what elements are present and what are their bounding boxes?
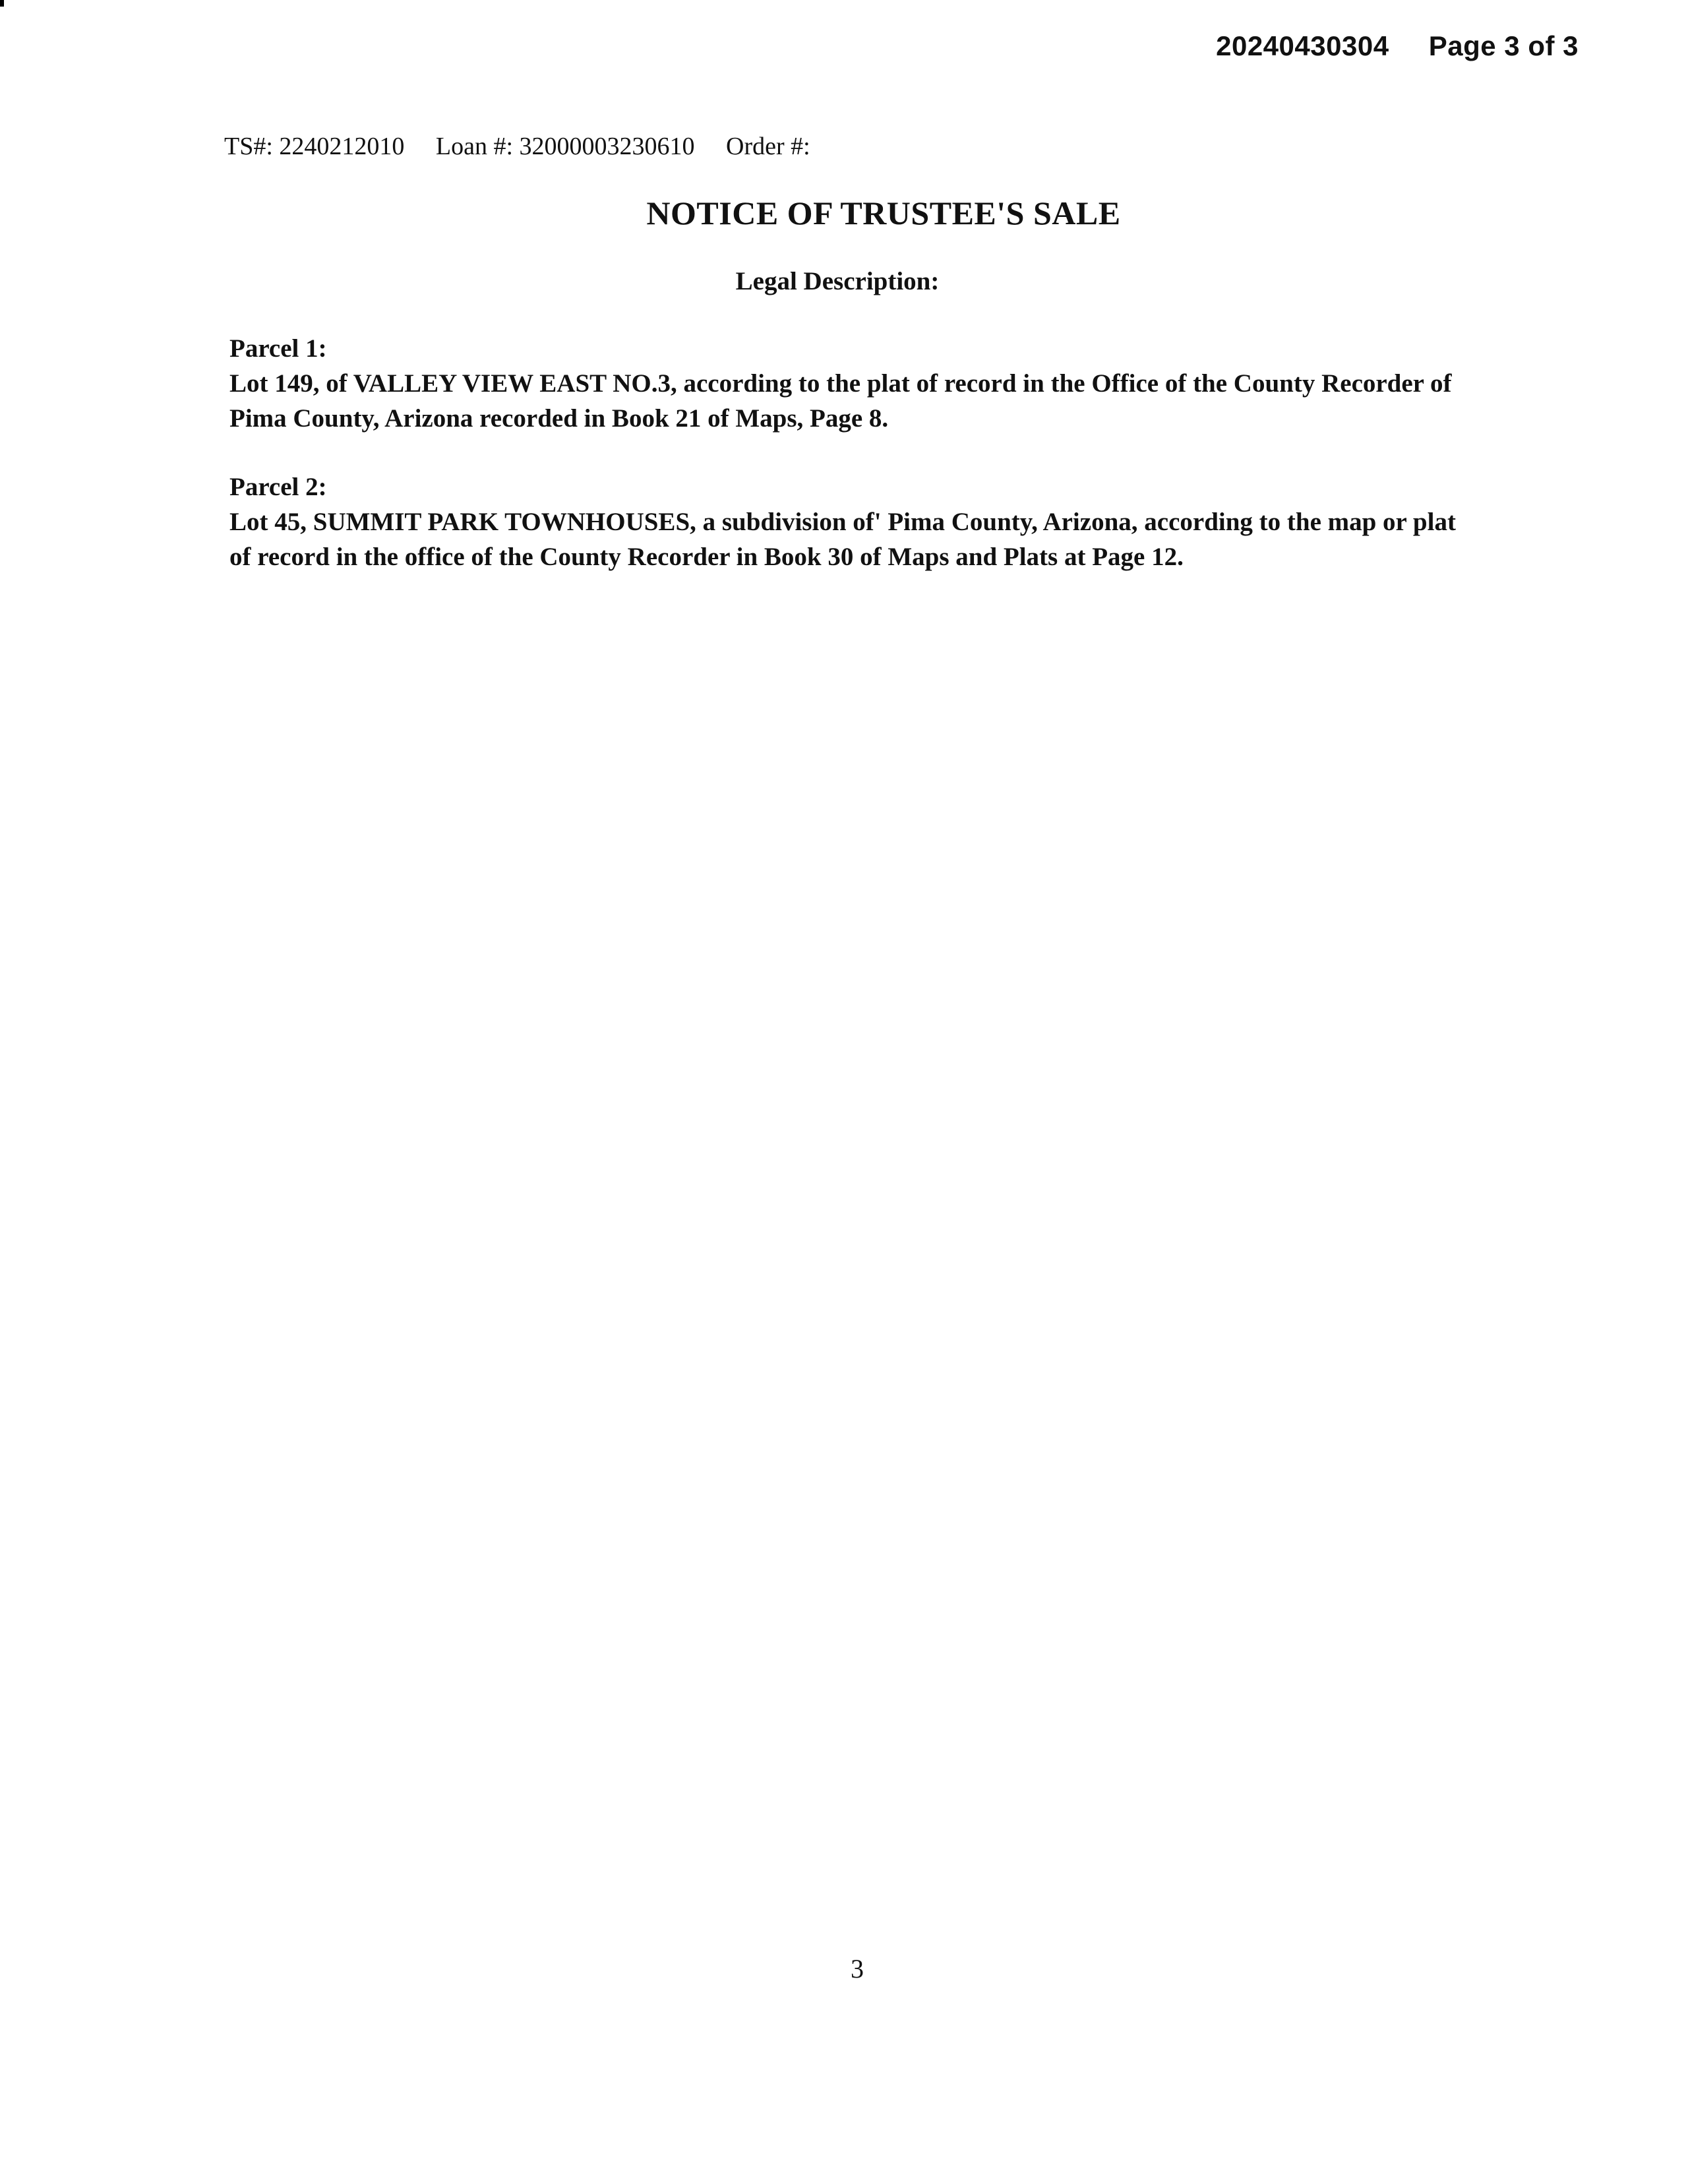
- page-number: 3: [851, 1954, 864, 1984]
- parcel-1-description: Lot 149, of VALLEY VIEW EAST NO.3, according to the plat of record in the Office of the County Recorder of Pima County, Arizona recorded in Book 21 of Maps, Page 8.: [229, 369, 1452, 433]
- scan-corner-mark: [0, 0, 4, 7]
- loan-number: Loan #: 32000003230610: [435, 133, 695, 160]
- parcel-1: [229, 331, 1469, 436]
- document-number: 20240430304: [1216, 30, 1389, 61]
- parcel-1-label: Parcel 1:: [229, 334, 327, 363]
- order-number: Order #:: [726, 133, 810, 160]
- parcel-2-description: Lot 45, SUMMIT PARK TOWNHOUSES, a subdivision of' Pima County, Arizona, according to the map or plat of record in the office of the County Recorder in Book 30 of Maps and Plats at Page 12.: [229, 508, 1456, 571]
- parcel-2: [229, 470, 1469, 574]
- ts-number: TS#: 2240212010: [224, 133, 405, 160]
- document-title: NOTICE OF TRUSTEE'S SALE: [646, 195, 1121, 231]
- reference-line: [224, 132, 835, 161]
- page-reference: Page 3 of 3: [1428, 30, 1579, 61]
- parcel-2-label: Parcel 2:: [229, 473, 327, 501]
- legal-description-heading: Legal Description:: [735, 267, 940, 295]
- recording-header: [1216, 30, 1579, 62]
